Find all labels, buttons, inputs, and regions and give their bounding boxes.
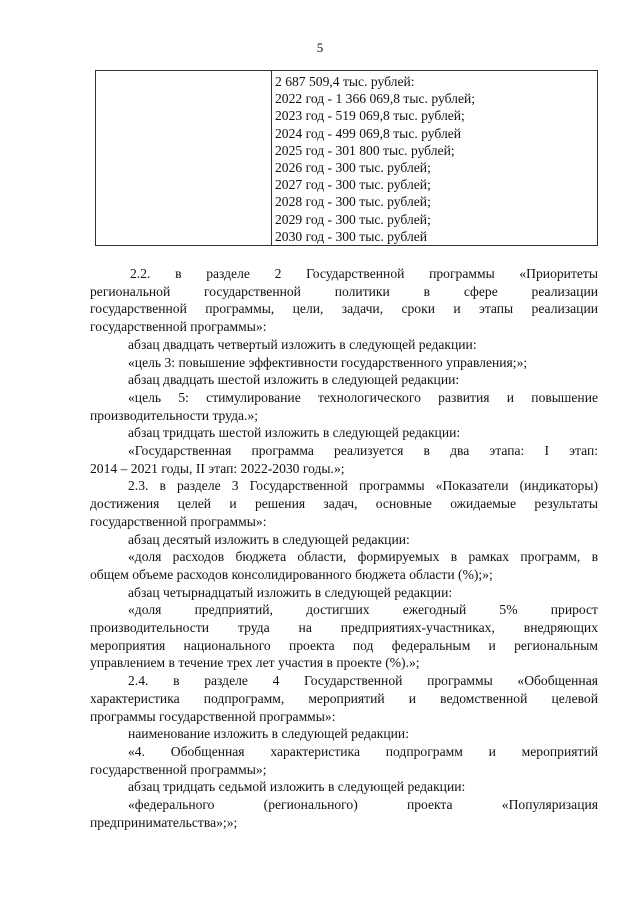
body-line: государственной программы»:	[90, 513, 267, 529]
funding-line: 2025 год - 301 800 тыс. рублей;	[275, 142, 455, 158]
funding-line: 2027 год - 300 тыс. рублей;	[275, 177, 431, 193]
body-line: абзац двадцать шестой изложить в следующей редакции:	[128, 372, 460, 388]
body-line: «федерального (регионального) проекта «Популяризация	[128, 797, 598, 813]
body-line: производительности труда на предприятиях-участниках, внедряющих	[90, 620, 598, 636]
body-line: абзац тридцать седьмой изложить в следующей редакции:	[128, 779, 466, 795]
body-line: 2.3. в разделе 3 Государственной программы «Показатели (индикаторы)	[128, 478, 598, 494]
body-line: абзац двадцать четвертый изложить в следующей редакции:	[128, 336, 477, 352]
document-body	[90, 265, 598, 832]
body-line: предпринимательства»;»;	[90, 814, 238, 830]
funding-table-values-cell	[272, 71, 597, 245]
body-line: общем объеме расходов консолидированного бюджета области (%);»;	[90, 566, 493, 582]
funding-line: 2030 год - 300 тыс. рублей	[275, 228, 428, 244]
funding-table	[95, 70, 598, 246]
funding-line: 2024 год - 499 069,8 тыс. рублей	[275, 125, 462, 141]
body-line: государственной программы, цели, задачи, сроки и этапы реализации	[90, 301, 598, 317]
funding-line: 2028 год - 300 тыс. рублей;	[275, 194, 431, 210]
body-line: «Государственная программа реализуется в два этапа: I этап:	[128, 443, 598, 459]
funding-line: 2 687 509,4 тыс. рублей:	[275, 74, 415, 89]
body-line: государственной программы»;	[90, 761, 267, 777]
body-line: абзац тридцать шестой изложить в следующей редакции:	[128, 425, 461, 441]
body-line: управлением в течение трех лет участия в проекте (%).»;	[90, 655, 420, 671]
body-line: 2.4. в разделе 4 Государственной программы «Обобщенная	[128, 673, 598, 689]
body-line: производительности труда.»;	[90, 407, 259, 423]
funding-line: 2026 год - 300 тыс. рублей;	[275, 160, 431, 176]
body-line: 2014 – 2021 годы, II этап: 2022-2030 годы.»;	[90, 460, 345, 476]
body-line: «цель 3: повышение эффективности государственного управления;»;	[128, 354, 528, 370]
body-line: наименование изложить в следующей редакции:	[128, 726, 409, 742]
body-line: достижения целей и решения задач, основные ожидаемые результаты	[90, 496, 598, 512]
body-line: «доля расходов бюджета области, формируемых в рамках программ, в	[128, 549, 598, 565]
body-line: региональной государственной политики в сфере реализации	[90, 283, 598, 299]
body-line: «4. Обобщенная характеристика подпрограмм и мероприятий	[128, 743, 598, 759]
funding-line: 2029 год - 300 тыс. рублей;	[275, 211, 431, 227]
body-line: 2.2. в разделе 2 Государственной программы «Приоритеты	[130, 266, 598, 281]
body-line: характеристика подпрограмм, мероприятий и ведомственной целевой	[90, 690, 598, 706]
body-line: абзац четырнадцатый изложить в следующей редакции:	[128, 584, 453, 600]
body-line: абзац десятый изложить в следующей редакции:	[128, 531, 410, 547]
funding-line: 2023 год - 519 069,8 тыс. рублей;	[275, 108, 465, 124]
body-line: государственной программы»:	[90, 319, 267, 335]
funding-line: 2022 год - 1 366 069,8 тыс. рублей;	[275, 91, 476, 107]
body-line: мероприятия национального проекта под федеральным и региональным	[90, 637, 598, 653]
funding-table-label-cell	[96, 71, 272, 245]
page-number: 5	[316, 40, 324, 55]
body-line: «цель 5: стимулирование технологического развития и повышение	[128, 389, 598, 405]
body-line: «доля предприятий, достигших ежегодный 5% прирост	[128, 602, 598, 618]
body-line: программы государственной программы»:	[90, 708, 336, 724]
